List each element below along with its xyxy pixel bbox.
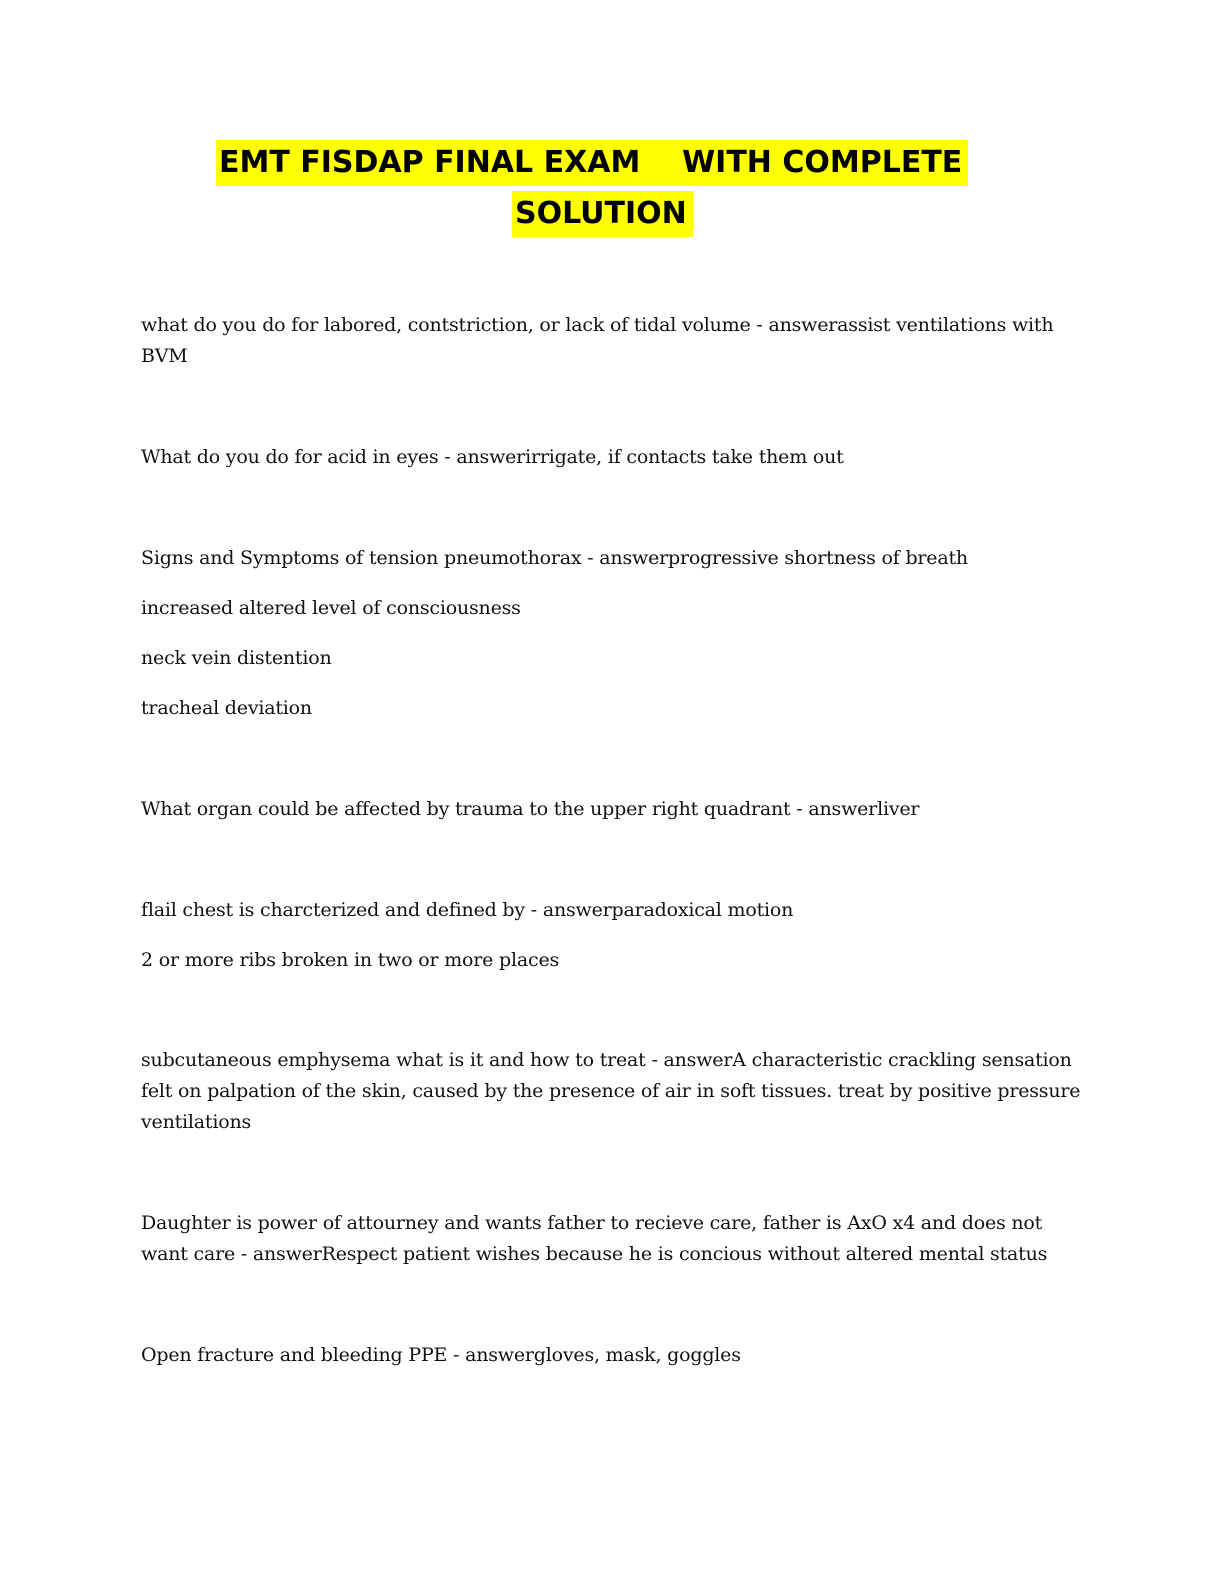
qa-paragraph: subcutaneous emphysema what is it and how to treat - answerA characteristic crackling sensation felt on palpation of the skin, caused by the presence of air in soft tissues. treat by positive pressure ventilations	[141, 1049, 1081, 1133]
qa-paragraph: Daughter is power of attourney and wants father to recieve care, father is AxO x4 and does not want care - answerRespect patient wishes because he is concious without altered mental status	[141, 1212, 1048, 1265]
qa-paragraph: What organ could be affected by trauma to the upper right quadrant - answerliver	[141, 798, 920, 820]
qa-paragraph: neck vein distention	[141, 647, 332, 669]
qa-paragraph: 2 or more ribs broken in two or more places	[141, 949, 560, 971]
qa-paragraph: Open fracture and bleeding PPE - answergloves, mask, goggles	[141, 1344, 741, 1366]
qa-paragraph: tracheal deviation	[141, 697, 312, 719]
qa-paragraph: Signs and Symptoms of tension pneumothorax - answerprogressive shortness of breath	[141, 547, 968, 569]
qa-paragraph: what do you do for labored, contstriction, or lack of tidal volume - answerassist ventilations with BVM	[141, 314, 1054, 367]
qa-paragraph: flail chest is charcterized and defined by - answerparadoxical motion	[141, 899, 794, 921]
title-line-1: EMT FISDAP FINAL EXAM WITH COMPLETE	[216, 140, 968, 186]
qa-paragraph: increased altered level of consciousness	[141, 597, 521, 619]
title-line-2: SOLUTION	[512, 191, 693, 237]
qa-paragraph: What do you do for acid in eyes - answerirrigate, if contacts take them out	[141, 446, 844, 468]
